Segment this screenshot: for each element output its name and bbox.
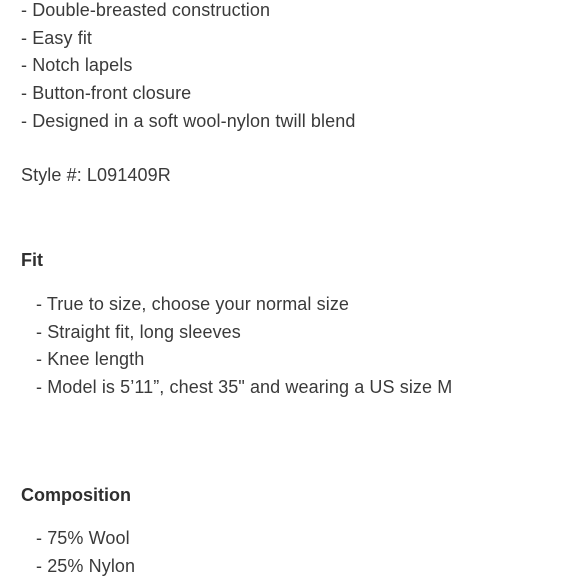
details-item: - Easy fit bbox=[21, 28, 93, 48]
fit-heading: Fit bbox=[21, 250, 43, 270]
fit-item: - Straight fit, long sleeves bbox=[36, 322, 241, 342]
fit-item: - Model is 5’11”, chest 35" and wearing a US size M bbox=[36, 377, 453, 397]
details-item: - Button-front closure bbox=[21, 83, 192, 103]
details-item: - Designed in a soft wool-nylon twill blend bbox=[21, 111, 356, 131]
details-item: - Notch lapels bbox=[21, 55, 133, 75]
composition-item: - 75% Wool bbox=[36, 528, 130, 548]
composition-heading: Composition bbox=[21, 485, 131, 505]
fit-item: - Knee length bbox=[36, 349, 145, 369]
details-item: - Double-breasted construction bbox=[21, 0, 271, 20]
composition-item: - 25% Nylon bbox=[36, 556, 136, 576]
fit-item: - True to size, choose your normal size bbox=[36, 294, 350, 314]
style-number: Style #: L091409R bbox=[21, 165, 171, 185]
